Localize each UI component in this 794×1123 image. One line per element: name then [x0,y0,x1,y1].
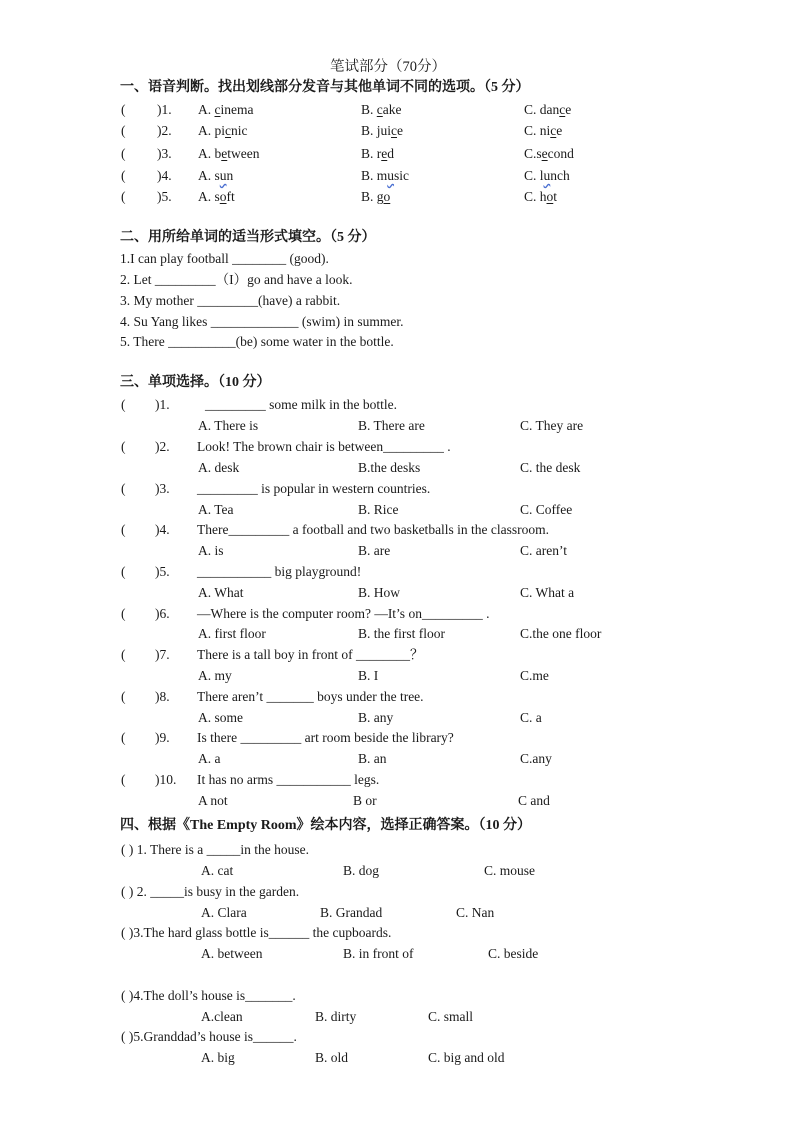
option-b: B. any [358,710,394,725]
option-b: B. dog [343,863,380,878]
option-b: B. an [358,751,387,766]
question-text: —Where is the computer room? —It’s on_________ . [197,606,490,621]
option-c: C.second [524,146,574,161]
option-c: C. They are [520,418,584,433]
option-a: A. Clara [201,905,247,920]
option-a: A.clean [201,1009,243,1024]
fill-blank-line: 5. There __________(be) some water in the bottle. [120,334,394,349]
question-text: There_________ a football and two basketballs in the classroom. [197,522,550,537]
answer-paren: ( [121,102,126,117]
question-text: ( )5.Granddad’s house is______. [121,1029,297,1044]
question-number: )3. [157,146,172,161]
fill-blank-line: 1.I can play football ________ (good). [120,251,329,266]
option-a: A not [198,793,228,808]
option-b: B. juice [361,123,404,138]
option-b: B. How [358,585,401,600]
option-c: C. the desk [520,460,581,475]
option-c: C. small [428,1009,474,1024]
option-a: A. my [198,668,232,683]
question-number: )4. [155,522,170,537]
section-4-header: 四、根据《The Empty Room》绘本内容，选择正确答案。（10 分） [120,818,532,833]
option-c: C.me [520,668,549,683]
option-a: A. soft [198,189,235,204]
option-b: B. dirty [315,1009,357,1024]
option-b: B or [353,793,377,808]
option-c: C. Coffee [520,502,573,517]
option-c: C. big and old [428,1050,505,1065]
option-c: C. dance [524,102,572,117]
answer-paren: ( [121,606,126,621]
answer-paren: ( [121,772,126,787]
option-a: A. big [201,1050,235,1065]
option-c: C and [518,793,550,808]
section-1-header: 一、语音判断。找出划线部分发音与其他单词不同的选项。（5 分） [120,80,530,95]
question-number: )10. [155,772,177,787]
question-number: )6. [155,606,170,621]
question-number: )5. [155,564,170,579]
option-a: A. desk [198,460,240,475]
question-text: Look! The brown chair is between_________ . [197,439,451,454]
option-a: A. some [198,710,243,725]
option-b: B. in front of [343,946,414,961]
fill-blank-line: 3. My mother _________(have) a rabbit. [120,293,341,308]
option-a: A. first floor [198,626,266,641]
answer-paren: ( [121,189,126,204]
section-2-header: 二、用所给单词的适当形式填空。（5 分） [120,230,376,245]
option-c: C. aren’t [520,543,567,558]
option-b: B. old [315,1050,349,1065]
question-text: ( ) 2. _____is busy in the garden. [121,884,300,899]
question-number: )7. [155,647,170,662]
option-c: C. beside [488,946,539,961]
answer-paren: ( [121,439,126,454]
option-b: B. I [358,668,379,683]
option-a: A. There is [198,418,259,433]
section-3-header: 三、单项选择。（10 分） [120,375,271,390]
question-number: )3. [155,481,170,496]
question-text: ( )3.The hard glass bottle is______ the cupboards. [121,925,392,940]
option-c: C. Nan [456,905,495,920]
answer-paren: ( [121,730,126,745]
option-b: B. go [361,189,391,204]
question-text: It has no arms ___________ legs. [197,772,380,787]
page-title: 笔试部分（70分） [330,59,446,75]
answer-paren: ( [121,689,126,704]
question-number: )9. [155,730,170,745]
question-text: There aren’t _______ boys under the tree. [197,689,424,704]
question-number: )1. [155,397,170,412]
fill-blank-line: 2. Let _________（I）go and have a look. [120,272,353,287]
question-text: ( ) 1. There is a _____in the house. [121,842,309,857]
option-b: B. Grandad [320,905,383,920]
option-c: C. hot [524,189,558,204]
option-b: B. the first floor [358,626,445,641]
answer-paren: ( [121,123,126,138]
question-number: )1. [157,102,172,117]
option-c: C. lunch [524,168,570,183]
option-a: A. Tea [198,502,234,517]
answer-paren: ( [121,146,126,161]
option-b: B.the desks [358,460,421,475]
option-a: A. cat [201,863,234,878]
option-b: B. are [358,543,391,558]
option-c: C. nice [524,123,563,138]
question-number: )5. [157,189,172,204]
option-b: B. cake [361,102,402,117]
answer-paren: ( [121,647,126,662]
answer-paren: ( [121,522,126,537]
option-c: C. a [520,710,542,725]
question-number: )8. [155,689,170,704]
question-text: Is there _________ art room beside the library? [197,730,454,745]
option-a: A. is [198,543,224,558]
option-b: B. music [361,168,410,183]
option-b: B. Rice [358,502,399,517]
question-text: _________ is popular in western countries. [197,481,431,496]
question-text: _________ some milk in the bottle. [205,397,397,412]
question-number: )4. [157,168,172,183]
option-a: A. cinema [198,102,254,117]
answer-paren: ( [121,481,126,496]
question-text: There is a tall boy in front of ________？ [197,647,424,662]
option-c: C.any [520,751,552,766]
option-a: A. picnic [198,123,248,138]
option-a: A. between [201,946,263,961]
question-text: ___________ big playground! [197,564,362,579]
option-b: B. There are [358,418,425,433]
fill-blank-line: 4. Su Yang likes _____________ (swim) in summer. [120,314,404,329]
option-a: A. What [198,585,244,600]
answer-paren: ( [121,564,126,579]
question-number: )2. [155,439,170,454]
option-a: A. a [198,751,221,766]
question-text: ( )4.The doll’s house is_______. [121,988,296,1003]
option-a: A. sun [198,168,234,183]
answer-paren: ( [121,168,126,183]
question-number: )2. [157,123,172,138]
option-c: C. mouse [484,863,536,878]
option-c: C. What a [520,585,575,600]
option-a: A. between [198,146,260,161]
option-b: B. red [361,146,394,161]
answer-paren: ( [121,397,126,412]
option-c: C.the one floor [520,626,602,641]
